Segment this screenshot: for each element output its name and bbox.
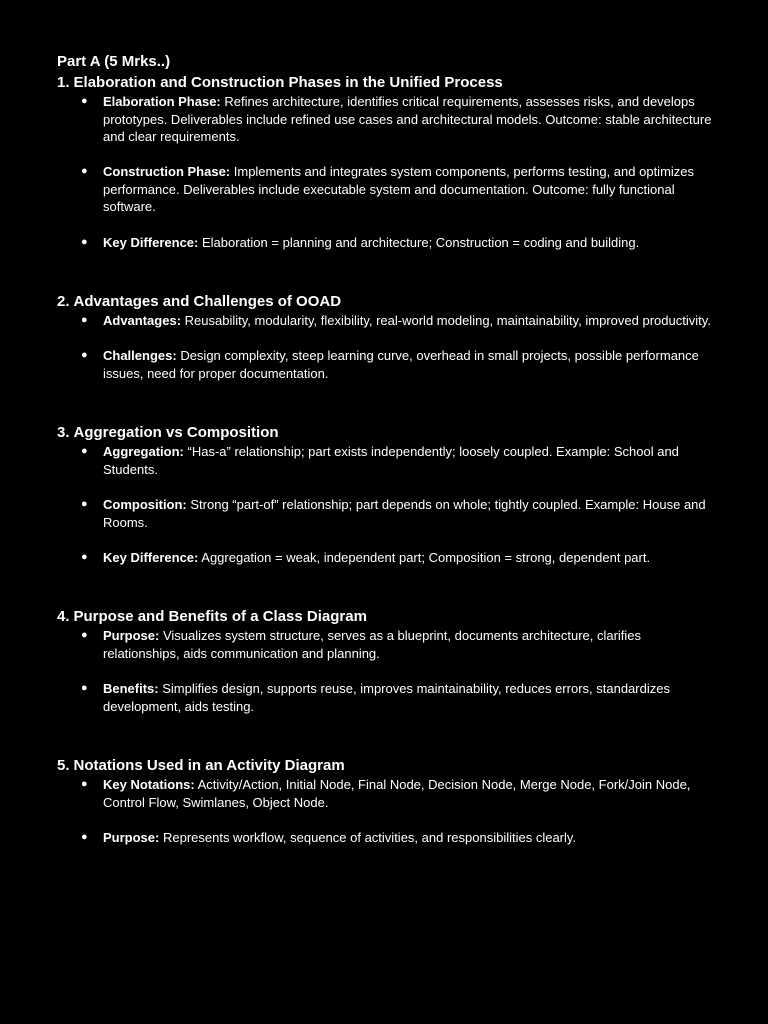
- item-text: Refines architecture, identifies critical requirements, assesses risks, and develops prototypes. Deliverables include refined use cases and architectural models. Outcome: stable architecture and clear requirements.: [103, 94, 712, 145]
- bullet-list: [57, 93, 718, 251]
- list-item: [57, 234, 718, 252]
- section-title: Aggregation vs Composition: [73, 424, 279, 442]
- bullet-icon: ●: [81, 682, 88, 695]
- section-heading: [57, 73, 718, 93]
- item-term: Key Difference:: [103, 549, 199, 565]
- item-term: Advantages:: [103, 313, 182, 329]
- section-4: [57, 607, 718, 715]
- bullet-list: [57, 312, 718, 382]
- section-5: [57, 756, 718, 846]
- bullet-icon: ●: [81, 778, 88, 791]
- section-number: 5.: [57, 757, 70, 775]
- item-text: Simplifies design, supports reuse, improves maintainability, reduces errors, standardizes development, aids testing.: [103, 681, 670, 714]
- bullet-icon: ●: [81, 349, 88, 362]
- section-number: 3.: [57, 424, 70, 442]
- list-item: [57, 680, 718, 715]
- item-term: Key Difference:: [103, 234, 199, 250]
- item-text: Strong “part-of” relationship; part depends on whole; tightly coupled. Example: House and Rooms.: [103, 497, 706, 530]
- list-item: [57, 829, 718, 847]
- section-title: Advantages and Challenges of OOAD: [73, 293, 342, 311]
- section-heading: [57, 292, 718, 312]
- section-number: 2.: [57, 293, 70, 311]
- list-item: [57, 312, 718, 330]
- list-item: [57, 163, 718, 216]
- sections-container: [57, 73, 718, 847]
- item-text: “Has-a” relationship; part exists independently; loosely coupled. Example: School and Students.: [103, 444, 679, 478]
- item-text: Aggregation = weak, independent part; Composition = strong, dependent part.: [201, 549, 651, 565]
- bullet-icon: ●: [81, 445, 88, 458]
- section-title: Elaboration and Construction Phases in the Unified Process: [73, 74, 503, 91]
- bullet-icon: ●: [81, 498, 88, 511]
- list-item: [57, 627, 718, 662]
- bullet-list: [57, 627, 718, 715]
- bullet-icon: ●: [81, 95, 88, 107]
- section-heading: [57, 423, 718, 443]
- section-number: 4.: [57, 608, 70, 626]
- list-item: [57, 347, 718, 382]
- list-item: [57, 496, 718, 531]
- item-text: Represents workflow, sequence of activities, and responsibilities clearly.: [162, 829, 577, 845]
- item-term: Purpose:: [103, 628, 160, 644]
- section-heading: [57, 756, 718, 776]
- bullet-icon: ●: [81, 550, 88, 563]
- section-2: [57, 292, 718, 382]
- item-term: Challenges:: [103, 348, 177, 364]
- item-term: Composition:: [103, 497, 187, 513]
- list-item: [57, 93, 718, 146]
- item-term: Benefits:: [103, 681, 159, 697]
- part-title: Part A (5 Mrks..): [57, 53, 171, 70]
- bullet-icon: ●: [81, 629, 88, 642]
- item-text: Activity/Action, Initial Node, Final Node, Decision Node, Merge Node, Fork/Join Node, Control Flow, Swimlanes, Object Node.: [103, 777, 691, 810]
- item-term: Key Notations:: [103, 777, 195, 793]
- bullet-icon: ●: [81, 165, 88, 178]
- bullet-icon: ●: [81, 314, 88, 327]
- section-1: [57, 73, 718, 251]
- bullet-list: [57, 776, 718, 846]
- bullet-icon: ●: [81, 830, 88, 843]
- section-heading: [57, 607, 718, 627]
- list-item: [57, 776, 718, 811]
- section-title: Notations Used in an Activity Diagram: [73, 757, 345, 775]
- list-item: [57, 549, 718, 567]
- section-title: Purpose and Benefits of a Class Diagram: [73, 608, 367, 626]
- item-term: Aggregation:: [103, 444, 184, 460]
- item-text: Visualizes system structure, serves as a blueprint, documents architecture, clarifies relationships, aids communication and planning.: [103, 628, 642, 661]
- section-3: [57, 423, 718, 566]
- item-term: Construction Phase:: [103, 164, 231, 180]
- bullet-list: [57, 443, 718, 566]
- section-number: 1.: [57, 74, 70, 91]
- list-item: [57, 443, 718, 478]
- bullet-icon: ●: [81, 235, 88, 248]
- item-term: Elaboration Phase:: [103, 94, 221, 109]
- item-text: Reusability, modularity, flexibility, real-world modeling, maintainability, improved productivity.: [184, 313, 711, 329]
- item-text: Implements and integrates system components, performs testing, and optimizes performance. Deliverables include executable system and documentation. Outcome: fully functional software.: [103, 164, 695, 215]
- item-text: Design complexity, steep learning curve, overhead in small projects, possible performance issues, need for proper documentation.: [103, 348, 699, 381]
- item-term: Purpose:: [103, 829, 160, 845]
- item-text: Elaboration = planning and architecture; Construction = coding and building.: [202, 234, 640, 250]
